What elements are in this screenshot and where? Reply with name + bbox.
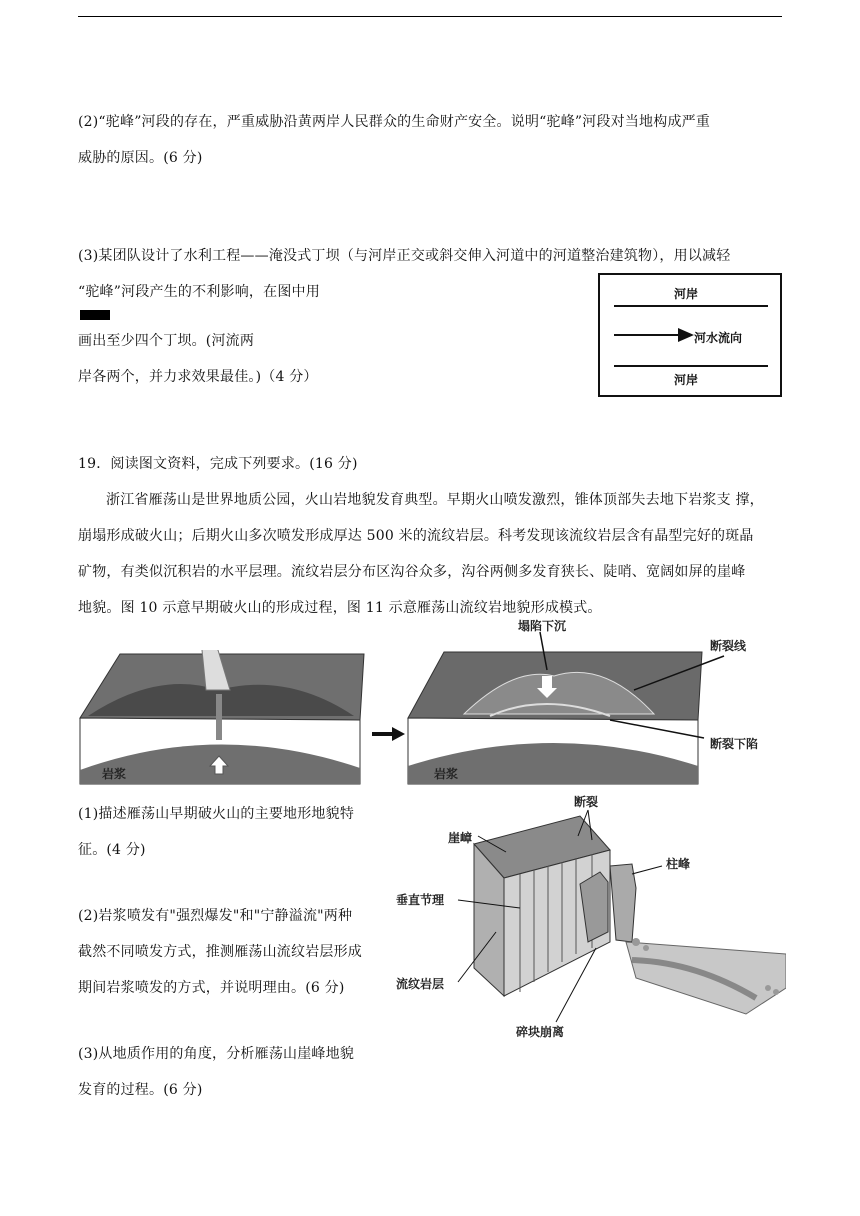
figure11-landform-diagram xyxy=(396,792,786,1038)
sub1-line2: 征。(4 分) xyxy=(78,842,146,858)
question-19-heading xyxy=(78,446,784,482)
sub2-line1: (2)岩浆喷发有"强烈爆发"和"宁静溢流"两种 xyxy=(78,908,353,924)
sub-question-2 xyxy=(78,898,398,1006)
rockfall-label: 碎块崩离 xyxy=(516,1025,565,1038)
top-bank-label: 河岸 xyxy=(674,287,699,301)
question-2 xyxy=(78,104,784,176)
question-19-material xyxy=(78,482,784,626)
groyne-symbol-icon xyxy=(80,310,110,320)
magma-label-left: 岩浆 xyxy=(102,767,127,781)
sub1-line1: (1)描述雁荡山早期破火山的主要地形地貌特 xyxy=(78,806,355,822)
q19-para-line3: 矿物，有类似沉积岩的水平层理。流纹岩层分布区沟谷众多，沟谷两侧多发育狭长、陡哨、宽阔如屏的崖峰 xyxy=(78,564,746,580)
question-3-rest xyxy=(78,274,588,395)
flow-label: 河水流向 xyxy=(694,331,743,345)
figure10-right-block xyxy=(404,616,784,788)
q19-heading-text: 19．阅读图文资料，完成下列要求。(16 分) xyxy=(78,456,358,472)
vertical-joint-label: 垂直节理 xyxy=(396,893,445,907)
sub2-line2: 截然不同喷发方式，推测雁荡山流纹岩层形成 xyxy=(78,944,362,960)
sub-question-1 xyxy=(78,796,398,868)
sub2-line3: 期间岩浆喷发的方式，并说明理由。(6 分) xyxy=(78,980,345,996)
flow-arrow-icon xyxy=(614,325,768,345)
sub3-line1: (3)从地质作用的角度，分析雁荡山崖峰地貌 xyxy=(78,1046,355,1062)
sub3-line2: 发育的过程。(6 分) xyxy=(78,1082,203,1098)
magma-label-right: 岩浆 xyxy=(434,767,459,781)
q19-para-line1: 浙江省雁荡山是世界地质公园，火山岩地貌发育典型。早期火山喷发激烈，锥体顶部失去地下岩浆支 撑， xyxy=(106,492,764,508)
figure10-left-block xyxy=(78,650,368,786)
sub-question-3 xyxy=(78,1036,398,1108)
q3-line3: 岸各两个，并力求效果最佳。)（4 分） xyxy=(78,369,318,385)
collapse-label: 塌陷下沉 xyxy=(518,619,567,633)
header-rule xyxy=(78,16,782,17)
pillar-peak-label: 柱峰 xyxy=(666,857,691,871)
transition-arrow-icon xyxy=(372,726,406,742)
top-bank-line xyxy=(614,305,768,307)
q2-line1: (2)“驼峰”河段的存在，严重威胁沿黄两岸人民群众的生命财产安全。说明“驼峰”河段对当地构成严重 xyxy=(78,114,711,130)
river-diagram xyxy=(598,273,782,397)
q2-line2: 威胁的原因。(6 分) xyxy=(78,150,203,166)
q3-line1: (3)某团队设计了水利工程——淹没式丁坝（与河岸正交或斜交伸入河道中的河道整治建筑物），用以减轻 xyxy=(78,248,731,264)
bottom-bank-line xyxy=(614,365,768,367)
bottom-bank-label: 河岸 xyxy=(674,373,699,387)
question-3-line1 xyxy=(78,238,784,274)
q19-para-line2: 崩塌形成破火山；后期火山多次喷发形成厚达 500 米的流纹岩层。科考发现该流纹岩层含有晶型完好的斑晶 xyxy=(78,528,754,544)
q19-para-line4: 地貌。图 10 示意早期破火山的形成过程，图 11 示意雁荡山流纹岩地貌形成模式。 xyxy=(78,600,602,616)
rhyolite-layer-label: 流纹岩层 xyxy=(396,977,445,991)
cliff-peak-label: 崖嶂 xyxy=(448,831,473,845)
fault-line-label: 断裂线 xyxy=(710,639,747,653)
fault-sink-label: 断裂下陷 xyxy=(710,737,759,751)
q3-line2: “驼峰”河段产生的不利影响，在图中用 画出至少四个丁坝。(河流两 xyxy=(78,284,320,349)
fracture-label: 断裂 xyxy=(574,795,599,809)
